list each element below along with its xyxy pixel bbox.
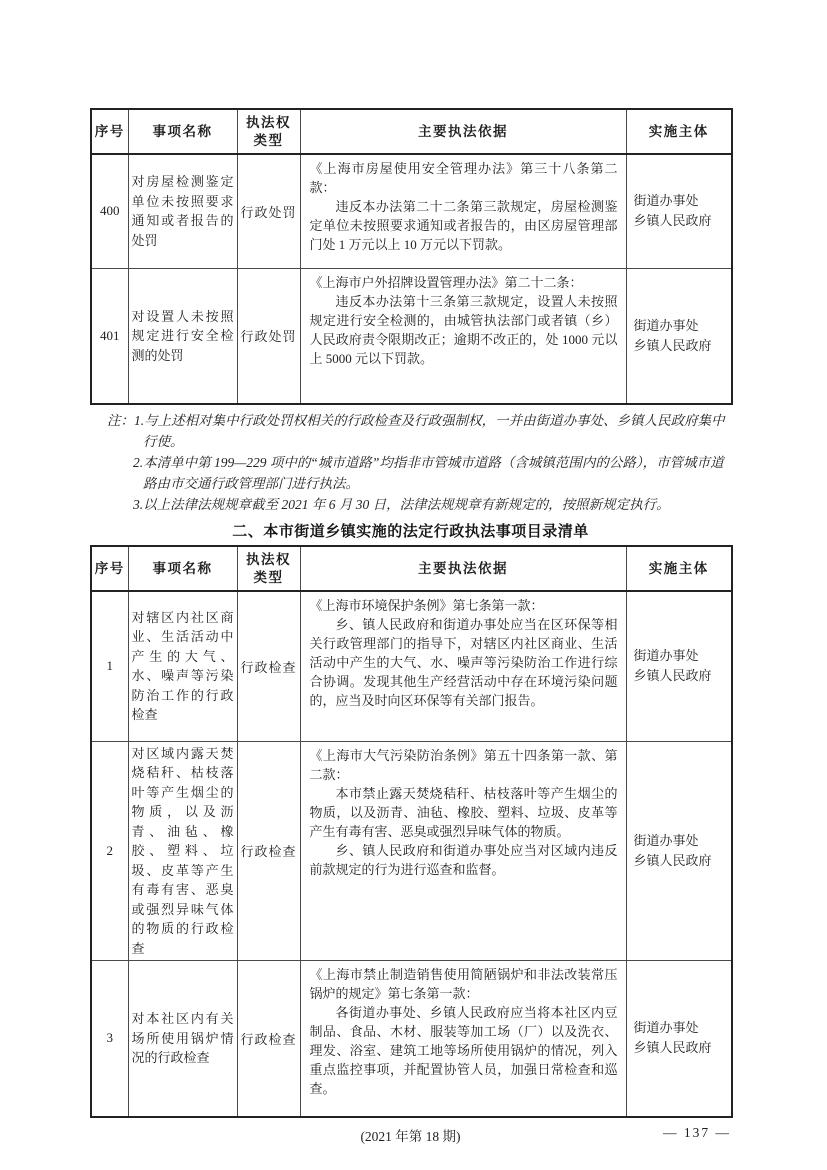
column-header-legal-basis: 主要执法依据 — [300, 109, 626, 154]
punishment-items-table — [90, 108, 733, 405]
basis-paragraph: 本市禁止露天焚烧秸秆、枯枝落叶等产生烟尘的物质，以及沥青、油毡、橡胶、塑料、垃圾、皮革等产生有毒有害、恶臭或强烈异味气体的物质。 — [309, 785, 618, 839]
cell-seq: 3 — [91, 961, 128, 1117]
cell-power-type: 行政检查 — [237, 961, 300, 1117]
table-row-400 — [91, 154, 732, 268]
column-header-power-type — [237, 109, 300, 154]
cell-power-type: 行政检查 — [237, 741, 300, 961]
table-row-3 — [91, 961, 732, 1117]
basis-paragraph: 各街道办事处、乡镇人民政府应当将本社区内豆制品、食品、木材、服装等加工场（厂）以及洗衣、理发、浴室、建筑工地等场所使用锅炉的情况，列入重点监控事项，并配置协管人员，加强日常检查和巡查。 — [309, 1005, 618, 1096]
statutory-items-table — [90, 545, 733, 1118]
cell-legal-basis — [300, 961, 626, 1117]
column-header-implementing-body: 实施主体 — [626, 109, 732, 154]
column-header-item-name: 事项名称 — [128, 546, 237, 591]
section-title: 二、本市街道乡镇实施的法定行政执法事项目录清单 — [232, 523, 589, 540]
note-text: 1.与上述相对集中行政处罚权相关的行政检查及行政强制权，一并由街道办事处、乡镇人民政府集中行使。 — [134, 413, 725, 449]
basis-paragraph: 《上海市环境保护条例》第七条第一款： — [309, 598, 544, 613]
power-type-line2: 类型 — [253, 569, 284, 585]
power-type-line1: 执法权 — [246, 114, 291, 130]
cell-legal-basis — [300, 154, 626, 268]
note-item — [107, 410, 731, 452]
cell-legal-basis — [300, 268, 626, 404]
column-header-legal-basis: 主要执法依据 — [300, 546, 626, 591]
footer-page-number: — 137 — — [663, 1124, 731, 1140]
cell-implementing-body — [626, 154, 732, 268]
body-line: 街道办事处 — [633, 1020, 699, 1036]
body-line: 街道办事处 — [633, 193, 699, 209]
cell-legal-basis — [300, 591, 626, 741]
body-line: 街道办事处 — [633, 832, 699, 848]
cell-implementing-body — [626, 961, 732, 1117]
cell-item-name: 对房屋检测鉴定单位未按照要求通知或者报告的处罚 — [128, 154, 237, 268]
cell-seq: 401 — [91, 268, 128, 404]
table-row-2 — [91, 741, 732, 961]
cell-legal-basis — [300, 741, 626, 961]
table-row-401 — [91, 268, 732, 404]
body-line: 街道办事处 — [633, 317, 699, 333]
cell-power-type: 行政处罚 — [237, 268, 300, 404]
body-line: 乡镇人民政府 — [633, 1040, 712, 1056]
power-type-line2: 类型 — [253, 132, 284, 148]
cell-power-type: 行政检查 — [237, 591, 300, 741]
page-content — [90, 108, 731, 1145]
basis-paragraph: 违反本办法第二十二条第三款规定，房屋检测鉴定单位未按照要求通知或者报告的，由区房屋管理部门处 1 万元以上 10 万元以下罚款。 — [309, 199, 618, 252]
note-item: 3.以上法律法规规章截至 2021 年 6 月 30 日，法律法规规章有新规定的，按照新规定执行。 — [133, 497, 670, 512]
basis-paragraph: 《上海市大气污染防治条例》第五十四条第一款、第二款： — [309, 747, 618, 782]
cell-power-type: 行政处罚 — [237, 154, 300, 268]
notes — [107, 410, 731, 515]
basis-paragraph: 乡、镇人民政府和街道办事处应当对区域内违反前款规定的行为进行巡查和监督。 — [309, 842, 618, 877]
cell-item-name: 对辖区内社区商业、生活活动中产生的大气、水、噪声等污染防治工作的行政检查 — [128, 591, 237, 741]
table-header-row — [91, 546, 732, 591]
table-header-row — [91, 109, 732, 154]
basis-paragraph: 乡、镇人民政府和街道办事处应当在区环保等相关行政管理部门的指导下，对辖区内社区商业、生活活动中产生的大气、水、噪声等污染防治工作进行综合协调。发现其他生产经营活动中存在环境污染问题的，应当及时向区环保等有关部门报告。 — [309, 617, 618, 708]
column-header-seq: 序号 — [91, 109, 128, 154]
notes-label: 注： — [107, 413, 134, 428]
column-header-power-type — [237, 546, 300, 591]
basis-paragraph: 违反本办法第十三条第三款规定，设置人未按照规定进行安全检测的，由城管执法部门或者镇（乡）人民政府责令限期改正；逾期不改正的，处 1000 元以上 5000 元以下罚款。 — [309, 293, 618, 366]
cell-seq: 2 — [91, 741, 128, 961]
basis-paragraph: 《上海市户外招牌设置管理办法》第二十二条： — [309, 274, 583, 290]
cell-item-name: 对设置人未按照规定进行安全检测的处罚 — [128, 268, 237, 404]
cell-implementing-body — [626, 741, 732, 961]
power-type-line1: 执法权 — [246, 551, 291, 567]
cell-implementing-body — [626, 268, 732, 404]
note-item: 2.本清单中第 199—229 项中的“城市道路”均指非市管城市道路（含城镇范围内的公路），市管城市道路由市交通行政管理部门进行执法。 — [133, 455, 724, 491]
cell-item-name: 对本社区内有关场所使用锅炉情况的行政检查 — [128, 961, 237, 1117]
body-line: 乡镇人民政府 — [633, 852, 712, 868]
cell-implementing-body — [626, 591, 732, 741]
body-line: 街道办事处 — [633, 648, 699, 664]
basis-paragraph: 《上海市房屋使用安全管理办法》第三十八条第二款： — [309, 161, 618, 195]
body-line: 乡镇人民政府 — [633, 337, 712, 353]
body-line: 乡镇人民政府 — [633, 668, 712, 684]
column-header-item-name: 事项名称 — [128, 109, 237, 154]
column-header-seq: 序号 — [91, 546, 128, 591]
column-header-implementing-body: 实施主体 — [626, 546, 732, 591]
table-row-1 — [91, 591, 732, 741]
cell-seq: 1 — [91, 591, 128, 741]
footer-issue: (2021 年第 18 期) — [360, 1128, 461, 1144]
basis-paragraph: 《上海市禁止制造销售使用简陋锅炉和非法改装常压锅炉的规定》第七条第一款： — [309, 967, 618, 1001]
cell-item-name: 对区域内露天焚烧秸秆、枯枝落叶等产生烟尘的物质，以及沥青、油毡、橡胶、塑料、垃圾、皮革等产生有毒有害、恶臭或强烈异味气体的物质的行政检查 — [128, 741, 237, 961]
cell-seq: 400 — [91, 154, 128, 268]
page-footer — [90, 1125, 731, 1145]
body-line: 乡镇人民政府 — [633, 213, 712, 229]
